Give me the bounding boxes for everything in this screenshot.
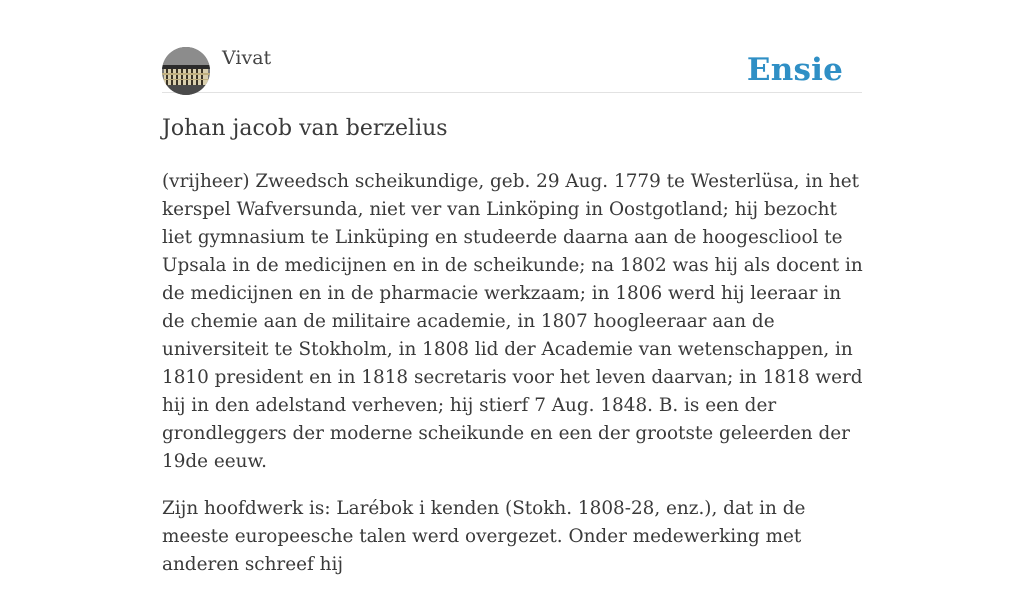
article-paragraph: Zijn hoofdwerk is: Larébok i kenden (Stokh. 1808-28, enz.), dat in de meeste europeesche talen werd overgezet. Onder medewerking met anderen schreef hij: [162, 498, 806, 575]
brand-logo[interactable]: Ensie: [746, 52, 843, 88]
book-spines-icon[interactable]: [162, 47, 210, 95]
article-paragraph: (vrijheer) Zweedsch scheikundige, geb. 29 Aug. 1779 te Westerlüsa, in het kerspel Wafversunda, niet ver van Linköping in Oostgotland; hij bezocht liet gymnasium te Linküping en studeerde daarna aan de hoogescliool te Upsala in de medicijnen en in de scheikunde; na 1802 was hij als docent in de medicijnen en in de pharmacie werkzaam; in 1806 werd hij leeraar in de chemie aan de militaire academie, in 1807 hoogleeraar aan de universiteit te Stokholm, in 1808 lid der Academie van wetenschappen, in 1810 president en in 1818 secretaris voor het leven daarvan; in 1818 werd hij in den adelstand verheven; hij stierf 7 Aug. 1848. B. is een der grondleggers der moderne scheikunde en een der grootste geleerden der 19de eeuw.: [162, 171, 863, 472]
page-container: [162, 0, 863, 575]
header: [162, 0, 862, 93]
article-body: [162, 168, 867, 598]
source-name[interactable]: Vivat: [222, 47, 272, 69]
article-title: Johan jacob van berzelius: [162, 116, 448, 141]
